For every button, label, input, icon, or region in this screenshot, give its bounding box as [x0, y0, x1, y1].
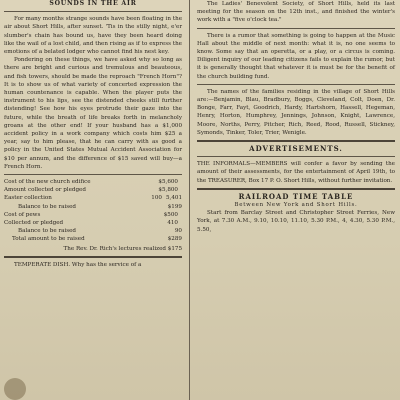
lecture-note: The Rev. Dr. Rich's lectures realized $175 — [63, 245, 182, 252]
divider — [197, 156, 395, 157]
ledger-amount: $5,800 — [158, 187, 178, 194]
railroad-subheading: Between New York and Short Hills. — [234, 202, 358, 209]
paragraph-2: Pondering on these things, we have asked why so long as there are bright and curious and tremulous and beauteous, and fish towers, should be made the reproach "French Horn"? It is to show us of what variety of concerted expression the human countenance is capable. When the player puts the instrument to his lips, see the distended cheeks still further distending! See how his eyes protrude their gaze into the future, while the breath of life breaks forth in melancholy groans at the other end! If your husband has a $1,000 accident policy in a work company which costs him $25 a year, say to him please, that he can carry with as good a policy in the United States Mutual Accident Association for $10 per annum, and the difference of $15 saved will buy—a French Horn. — [4, 57, 182, 170]
railroad-heading: RAILROAD TIME TABLE — [238, 191, 354, 201]
divider — [4, 174, 182, 175]
ledger-label: Cost of pews — [4, 211, 41, 218]
ledger-total: 90 — [174, 228, 182, 235]
divider — [197, 188, 395, 190]
divider — [197, 140, 395, 142]
ledger-total: 5,401 — [165, 195, 182, 202]
ledger-label: Balance to be raised — [18, 203, 77, 210]
ledger-row — [4, 211, 182, 219]
ledger-label: Amount collected or pledged — [4, 187, 86, 194]
bottom-line: TEMPERATE DISH. Why has the service of a — [14, 261, 142, 268]
ledger-label: Easter collection — [4, 195, 52, 202]
rumor-paragraph: There is a rumor that something is going to happen at the Music Hall about the middle of next month: what it is, no one seems to know. Some say that an operetta, or a play, or a circus is coming. Diligent inquiry of our leading citizens fails to explain the rumor, but it is generally thought that whatever it is must be for the benefit of the church building fund. — [197, 32, 395, 80]
ledger-row — [4, 194, 182, 202]
ledger-row — [4, 227, 182, 235]
informals-ad: THE INFORMALS—MEMBERS will confer a favor by sending the amount of their assessments, for the entertainment of April 19th, to the TREASURER, Box 17 P. O. Short Hills, without further invitation. — [197, 161, 395, 184]
ledger-label: Cost of the new church edifice — [4, 179, 91, 186]
ledger-row — [4, 219, 182, 227]
ledger-amount: 100 — [151, 195, 162, 202]
ledger-amount: 410 — [167, 220, 178, 227]
ledger-label: Balance to be raised — [18, 228, 77, 235]
ledger-total: $199 — [167, 203, 182, 210]
railroad-times: Start from Barclay Street and Christopher Street Ferries, New York, at 7.30 A.M., 9.10, 10.10, 11.10, 5.30 P.M., 4, 4.30, 5.30 P.M., 5.50, — [197, 210, 395, 233]
divider — [197, 28, 395, 29]
divider — [197, 84, 395, 85]
divider — [4, 256, 182, 258]
families-paragraph: The names of the families residing in the village of Short Hills are:—Benjamin, Blau, Bradbury, Boggs, Cleveland, Colt, Doen, Dr. Bonge, Farr, Fayt, Goodrich, Hardy, Hartshorn, Hassell, Hegeman, Henry, Horton, Humphrey, Jennings, Johnson, Knight, Lawrence, Moore, Norths, Perry, Pitcher, Rich, Reed, Rood, Russell, Stickney, Symonds, Tinker, Toler, Trier, Wenigle. — [197, 88, 395, 136]
sounds-heading: SOUNDS IN THE AIR — [49, 0, 137, 7]
right-column — [197, 0, 395, 234]
ledger-amount: $5,600 — [158, 179, 178, 186]
stain-mark — [4, 378, 26, 400]
ledger-row — [4, 178, 182, 186]
ledger-row — [4, 203, 182, 211]
paragraph-1: For many months strange sounds have been floating in the air about Short Hills, after sunset. 'Tis in the stilly night, e'er slumber's chain has bound us, have they been heard doing like the wail of a lost child, and then rising as if to express the emotions of a belated lodger who cannot find his nest key. — [4, 16, 182, 56]
left-column — [4, 0, 182, 269]
ledger-label: Collected or pledged — [4, 220, 64, 227]
ledger-label: Total amount to be raised — [12, 236, 85, 243]
ledger-total: $289 — [167, 236, 182, 243]
ledger-amount: $500 — [163, 211, 178, 218]
column-rule — [189, 0, 190, 400]
divider — [4, 11, 182, 12]
advertisements-heading: ADVERTISEMENTS. — [249, 144, 343, 154]
ledger-row — [4, 186, 182, 194]
ladies-paragraph: The Ladies' Benevolent Society, of Short Hills, held its last meeting for the season on the 12th inst., and finished the winter's work with a "five o'clock tea." — [197, 1, 395, 24]
ledger-row — [4, 235, 182, 243]
ledger-table — [4, 178, 182, 244]
